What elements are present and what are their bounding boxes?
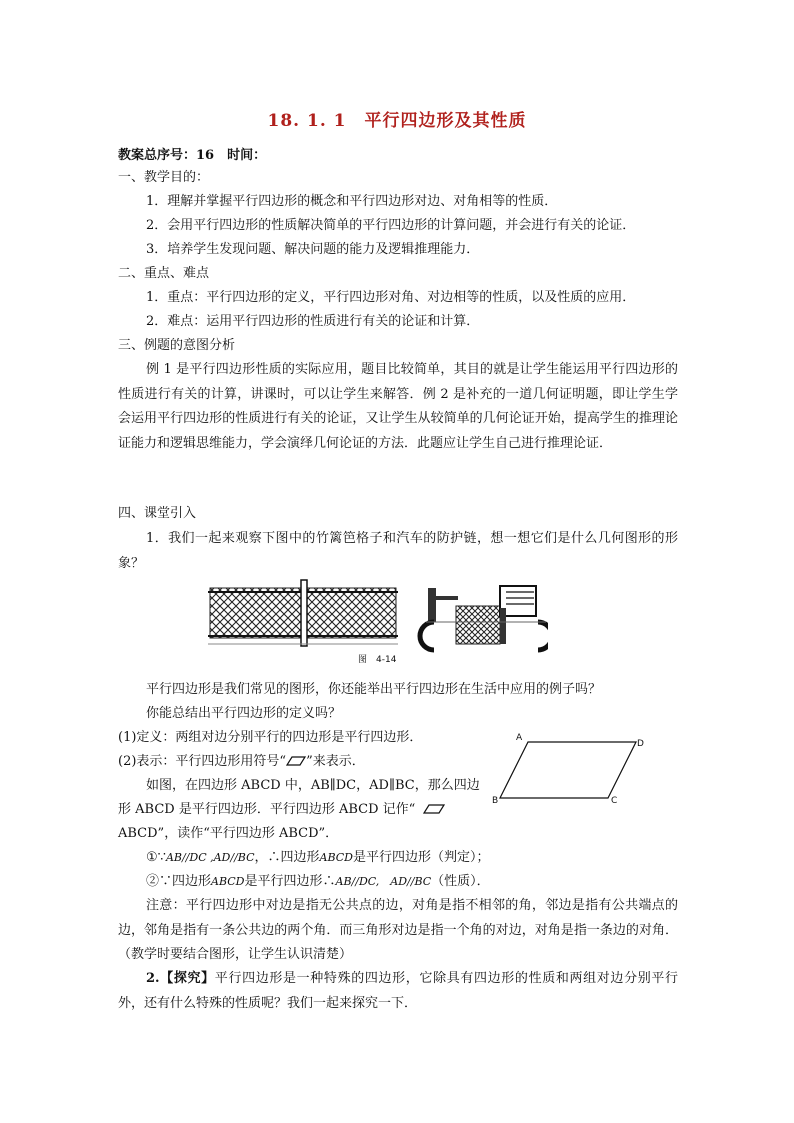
explore-label: 2.【探究】 (146, 971, 215, 986)
section-2-item: 2．难点：运用平行四边形的性质进行有关的论证和计算． (146, 314, 480, 329)
parallelogram-shape (490, 730, 650, 810)
example-line-1: 如图，在四边形 ABCD 中，AB∥DC，AD∥BC，那么四边 (146, 778, 480, 793)
section-3-heading: 三、例题的意图分析 (118, 338, 236, 353)
property-c: （性质）． (431, 874, 490, 889)
figure-caption: 图 4-14 (358, 655, 397, 665)
section-1-heading: 一、教学目的： (118, 170, 210, 185)
judgement-a: ①∵ (146, 850, 166, 865)
property-b: 是平行四边形∴ (244, 874, 336, 889)
section-2-item: 1．重点：平行四边形的定义，平行四边形对角、对边相等的性质，以及性质的应用． (146, 290, 636, 305)
property-math-2: AB//DC, AD//BC (335, 875, 432, 888)
parallelogram-diagram (490, 730, 650, 810)
parallelogram-symbol-icon (423, 804, 445, 814)
explore-text: 平行四边形是一种特殊的四边形，它除具有四边形的性质和两组对边分别平行外，还有什么特殊的性质呢？我们一起来探究一下． (118, 971, 678, 1011)
property-a: ②∵四边形 (146, 874, 212, 889)
note-paragraph: 注意：平行四边形中对边是指无公共点的边，对角是指不相邻的角，邻边是指有公共端点的边，邻角是指有一条公共边的两个角．而三角形对边是指一个角的对边，对角是指一条边的对角．（教学时要结合图形，让学生认识清楚） (118, 898, 678, 962)
example-line-2-text: 形 ABCD 是平行四边形．平行四边形 ABCD 记作“ (118, 802, 416, 817)
property-math: ABCD (211, 875, 245, 888)
section-1-item: 3．培养学生发现问题、解决问题的能力及逻辑推理能力． (146, 242, 480, 257)
vertex-label-a: A (516, 733, 523, 743)
section-2-heading: 二、重点、难点 (118, 266, 210, 281)
notation-text-b: ”来表示． (306, 754, 365, 769)
judgement-c: 是平行四边形（判定）； (352, 850, 490, 865)
explore-paragraph (118, 967, 678, 1016)
vertex-label-d: D (637, 739, 644, 749)
vertex-label-b: B (492, 796, 499, 806)
parallelogram-symbol-icon (286, 756, 306, 766)
example-line-2 (118, 799, 445, 821)
example-line-3: ABCD”，读作“平行四边形 ABCD”． (118, 826, 339, 841)
lesson-header: 教案总序号：16 时间： (118, 148, 267, 163)
judgement-b: ，∴四边形 (254, 850, 320, 865)
notation-text-a: (2)表示：平行四边形用符号“ (118, 754, 287, 769)
section-1-item: 2．会用平行四边形的性质解决简单的平行四边形的计算问题，并会进行有关的论证． (146, 218, 636, 233)
definition-line: (1)定义：两组对边分别平行的四边形是平行四边形． (118, 730, 423, 745)
question-2: 平行四边形是我们常见的图形，你还能举出平行四边形在生活中应用的例子吗？ (146, 682, 602, 697)
page-title: 18. 1. 1 平行四边形及其性质 (267, 111, 527, 131)
section-1-item: 1．理解并掌握平行四边形的概念和平行四边形对边、对角相等的性质． (146, 194, 558, 209)
question-3: 你能总结出平行四边形的定义吗？ (146, 706, 342, 721)
judgement-math-2: ABCD (319, 851, 353, 864)
section-4-heading: 四、课堂引入 (118, 506, 197, 521)
notation-line (118, 751, 365, 773)
vertex-label-c: C (611, 796, 618, 806)
judgement-line (146, 847, 490, 869)
property-line (146, 871, 490, 893)
judgement-math: AB//DC ,AD//BC (165, 851, 255, 864)
section-3-paragraph: 例 1 是平行四边形性质的实际应用，题目比较简单，其目的就是让学生能运用平行四边形的性质进行有关的计算，讲课时，可以让学生来解答．例 2 是补充的一道几何证明题，即让学生学会运用平行四边形的性质进行有关的论证，又让学生从较简单的几何论证开始，提高学生的推理论证能力和逻辑思维能力，学会演绎几何论证的方法．此题应让学生自己进行推理论证． (118, 362, 678, 451)
question-1: 1．我们一起来观察下图中的竹篱笆格子和汽车的防护链，想一想它们是什么几何图形的形象？ (118, 531, 678, 571)
